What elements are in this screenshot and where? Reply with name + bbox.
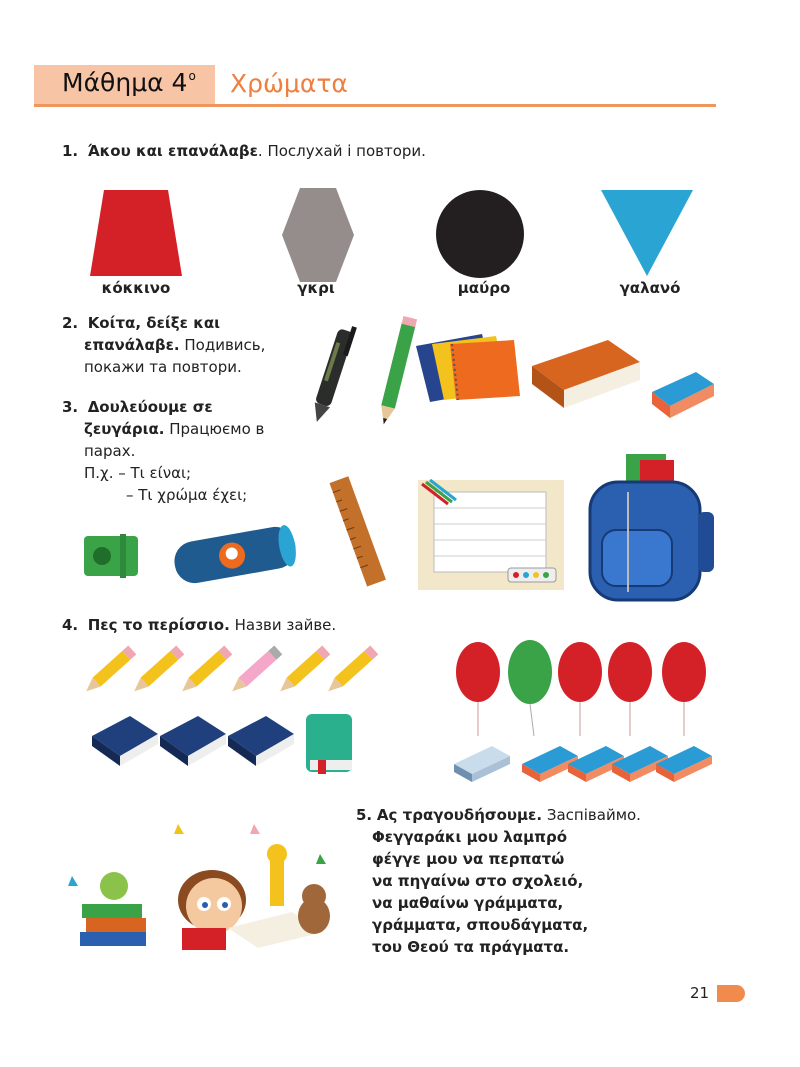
- header-underline: [34, 104, 716, 107]
- reading-boy-illustration: [62, 820, 347, 955]
- blue-triangle-shape: [601, 190, 693, 276]
- erasers-row-illustration: [452, 740, 712, 786]
- ruler-illustration: [328, 476, 390, 588]
- eraser-illustration: [648, 370, 716, 420]
- exercise-4-instruction: 4. Πες το περίσσιο. Назви зайве.: [62, 616, 337, 634]
- exercise-1-instruction: 1. Άκου και επανάλαβε. Послухай і повтори.: [62, 142, 426, 160]
- backpack-illustration: [580, 452, 720, 604]
- drawing-board-illustration: [418, 480, 564, 590]
- book-illustration: [528, 336, 644, 412]
- shape-label-red: κόκκινο: [101, 279, 171, 297]
- shape-label-black: μαύρο: [457, 279, 511, 297]
- song-line: γράμματα, σπουδάγματα,: [372, 916, 589, 934]
- song-line: να πηγαίνω στο σχολειό,: [372, 872, 584, 890]
- notebooks-illustration: [412, 330, 524, 406]
- song-line: Φεγγαράκι μου λαμπρό: [372, 828, 568, 846]
- lesson-title: Χρώματα: [230, 69, 348, 98]
- pen-illustration: [306, 322, 356, 428]
- song-line: να μαθαίνω γράμματα,: [372, 894, 564, 912]
- gray-hexagon-shape: [282, 188, 354, 282]
- lesson-number: Μάθημα $4^o$: [62, 68, 196, 97]
- red-trapezoid-shape: [90, 190, 182, 276]
- exercise-5-song: 5. Ας τραγουδήσουμε. Заспіваймо. Φεγγαράκι μου λαμπρό φέγγε μου να περπατώ να πηγαίνω στο σχολειό, να μαθαίνω γράμματα, γράμματα, σπουδάγματα, του Θεού τα πράγματα.: [356, 804, 736, 958]
- song-line: του Θεού τα πράγματα.: [372, 938, 570, 956]
- sharpener-illustration: [76, 528, 142, 580]
- page-number: 21: [690, 984, 710, 1002]
- exercise-3-instruction: 3. Δουλεύουμε σε ζευγάρια. Працюємо в парах. Π.χ. – Τι είναι; – Τι χρώμα έχει;: [62, 398, 265, 504]
- black-circle-shape: [435, 189, 525, 279]
- page-tab: [717, 985, 745, 1002]
- exercise-2-instruction: 2. Κοίτα, δείξε και επανάλαβε. Подивись, покажи та повтори.: [62, 314, 266, 376]
- shape-label-gray: γκρι: [297, 279, 335, 297]
- shape-label-blue: γαλανό: [619, 279, 681, 297]
- books-row-illustration: [88, 712, 358, 776]
- pencil-case-illustration: [170, 526, 300, 584]
- balloons-row-illustration: [452, 638, 712, 738]
- song-line: φέγγε μου να περπατώ: [372, 850, 565, 868]
- pencils-row-illustration: [86, 640, 386, 700]
